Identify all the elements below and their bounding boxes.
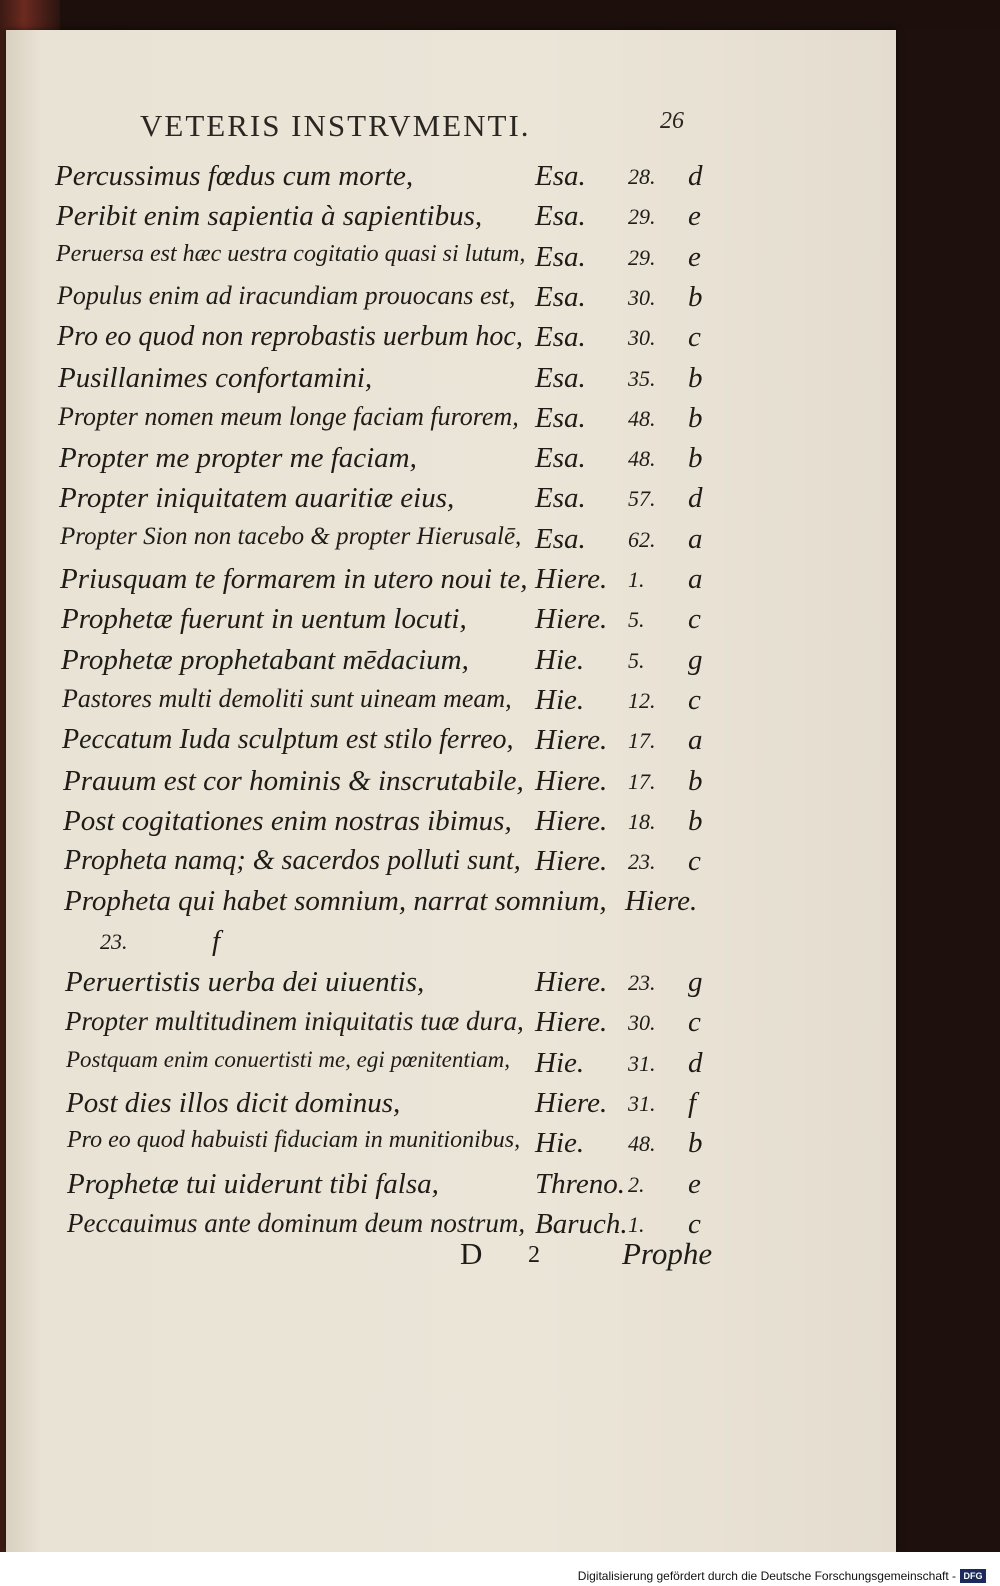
- entry-text: Pusillanimes confortamini,: [58, 362, 373, 394]
- entry-text: Pro eo quod non reprobastis uerbum hoc,: [57, 321, 523, 352]
- entry-section: f: [212, 925, 221, 957]
- page-number: 26: [660, 108, 684, 134]
- entry-chapter: 5.: [628, 648, 645, 673]
- entry-text: Prophetæ tui uiderunt tibi falsa,: [67, 1168, 439, 1200]
- entry-chapter: 29.: [628, 245, 656, 270]
- entry-section: b: [688, 1127, 703, 1159]
- entry-section: b: [688, 805, 703, 837]
- entry-chapter: 35.: [628, 366, 656, 391]
- entry-chapter: 23.: [628, 849, 656, 874]
- entry-section: f: [688, 1087, 697, 1119]
- dfg-logo: DFG: [960, 1569, 986, 1583]
- entry-chapter: 30.: [628, 325, 656, 350]
- entry-chapter: 5.: [628, 607, 645, 632]
- entry-section: c: [688, 321, 701, 353]
- entry-book: Esa.: [535, 241, 586, 273]
- entry-text: Peruersa est hæc uestra cogitatio quasi si lutum,: [56, 241, 526, 267]
- entry-book: Esa.: [535, 442, 586, 474]
- digitization-credit: Digitalisierung gefördert durch die Deutsche Forschungsgemeinschaft -: [577, 1569, 956, 1583]
- entry-section: e: [688, 1168, 701, 1200]
- entry-section: c: [688, 603, 701, 635]
- entry-text: Populus enim ad iracundiam prouocans est,: [57, 281, 516, 310]
- entry-section: b: [688, 281, 703, 313]
- entry-chapter: 48.: [628, 406, 656, 431]
- entry-book: Hiere.: [535, 1087, 608, 1119]
- catchword: Prophe: [622, 1236, 713, 1271]
- entry-section: c: [688, 845, 701, 877]
- entry-chapter: 2.: [628, 1172, 645, 1197]
- entry-book: Esa.: [535, 362, 586, 394]
- entry-section: b: [688, 402, 703, 434]
- scan-background-right: [890, 30, 1000, 1552]
- entry-book: Hie.: [535, 1127, 585, 1159]
- entry-chapter: 1.: [628, 567, 645, 592]
- entry-text: Prauum est cor hominis & inscrutabile,: [63, 765, 524, 797]
- entry-text: Pro eo quod habuisti fiduciam in munitionibus,: [67, 1127, 521, 1153]
- entry-section: b: [688, 442, 703, 474]
- entry-text: Post dies illos dicit dominus,: [66, 1087, 401, 1119]
- entry-book: Esa.: [535, 200, 586, 232]
- entry-section: e: [688, 200, 701, 232]
- entry-text: Pastores multi demoliti sunt uineam meam,: [62, 684, 512, 713]
- entry-section: d: [688, 482, 703, 514]
- entry-chapter: 17.: [628, 769, 656, 794]
- entry-text: Propter me propter me faciam,: [59, 442, 417, 474]
- entry-text: Prophetæ fuerunt in uentum locuti,: [61, 603, 467, 635]
- entry-chapter: 62.: [628, 527, 656, 552]
- entry-text: Propheta qui habet somnium, narrat somnium,: [64, 885, 607, 917]
- entry-section: g: [688, 644, 703, 676]
- entry-text: Propter nomen meum longe faciam furorem,: [58, 402, 519, 431]
- entry-text: Peruertistis uerba dei uiuentis,: [65, 966, 425, 998]
- entry-chapter: 30.: [628, 1010, 656, 1035]
- entry-text: Peccatum Iuda sculptum est stilo ferreo,: [62, 724, 514, 755]
- signature-mark: D: [460, 1236, 483, 1271]
- entry-section: e: [688, 241, 701, 273]
- entry-book: Hie.: [535, 1047, 585, 1079]
- entry-chapter: 12.: [628, 688, 656, 713]
- entry-book: Hiere.: [535, 724, 608, 756]
- entry-text: Percussimus fœdus cum morte,: [55, 160, 414, 192]
- entry-chapter: 23.: [100, 929, 128, 954]
- entry-book: Baruch.: [535, 1208, 628, 1240]
- running-head: VETERIS INSTRVMENTI.: [140, 108, 531, 143]
- entry-text: Prophetæ prophetabant mēdacium,: [61, 644, 469, 676]
- entry-chapter: 1.: [628, 1212, 645, 1237]
- entry-chapter: 48.: [628, 446, 656, 471]
- entry-book: Esa.: [535, 160, 586, 192]
- entry-text: Postquam enim conuertisti me, egi pœnitentiam,: [66, 1047, 510, 1072]
- entry-text: Propter iniquitatem auaritiæ eius,: [59, 482, 455, 514]
- entry-chapter: 48.: [628, 1131, 656, 1156]
- entry-book: Esa.: [535, 402, 586, 434]
- entry-section: d: [688, 1047, 703, 1079]
- entry-book: Threno.: [535, 1168, 625, 1200]
- entry-section: c: [688, 1006, 701, 1038]
- entry-book: Esa.: [535, 482, 586, 514]
- entry-book: Esa.: [535, 321, 586, 353]
- entry-book: Hiere.: [535, 966, 608, 998]
- entry-section: g: [688, 966, 703, 998]
- entry-book: Esa.: [535, 281, 586, 313]
- entry-book: Esa.: [535, 523, 586, 555]
- signature-number: 2: [528, 1242, 540, 1268]
- entry-section: a: [688, 523, 703, 555]
- entry-section: a: [688, 563, 703, 595]
- entry-text: Peccauimus ante dominum deum nostrum,: [67, 1208, 526, 1238]
- entry-book: Hiere.: [625, 885, 698, 917]
- entry-chapter: 18.: [628, 809, 656, 834]
- entry-text: Propter Sion non tacebo & propter Hierusalē,: [60, 523, 522, 550]
- entry-chapter: 31.: [628, 1091, 656, 1116]
- entry-section: d: [688, 160, 703, 192]
- entry-chapter: 29.: [628, 204, 656, 229]
- entry-section: b: [688, 362, 703, 394]
- entry-section: c: [688, 1208, 701, 1240]
- entry-text: Peribit enim sapientia à sapientibus,: [56, 200, 483, 232]
- entry-text: Post cogitationes enim nostras ibimus,: [63, 805, 512, 837]
- entry-chapter: 17.: [628, 728, 656, 753]
- entry-chapter: 31.: [628, 1051, 656, 1076]
- entry-book: Hiere.: [535, 563, 608, 595]
- entry-book: Hie.: [535, 644, 585, 676]
- entry-book: Hie.: [535, 684, 585, 716]
- entry-book: Hiere.: [535, 805, 608, 837]
- entry-chapter: 30.: [628, 285, 656, 310]
- entry-chapter: 23.: [628, 970, 656, 995]
- entry-text: Priusquam te formarem in utero noui te,: [60, 563, 528, 595]
- entry-book: Hiere.: [535, 765, 608, 797]
- entry-book: Hiere.: [535, 1006, 608, 1038]
- entry-book: Hiere.: [535, 845, 608, 877]
- entry-chapter: 57.: [628, 486, 656, 511]
- entry-text: Propter multitudinem iniquitatis tuæ dura,: [65, 1006, 524, 1036]
- entry-section: c: [688, 684, 701, 716]
- scan-background-top: [0, 0, 1000, 34]
- entry-chapter: 28.: [628, 164, 656, 189]
- entry-section: b: [688, 765, 703, 797]
- entry-text: Propheta namq; & sacerdos polluti sunt,: [64, 845, 521, 876]
- entry-book: Hiere.: [535, 603, 608, 635]
- entry-section: a: [688, 724, 703, 756]
